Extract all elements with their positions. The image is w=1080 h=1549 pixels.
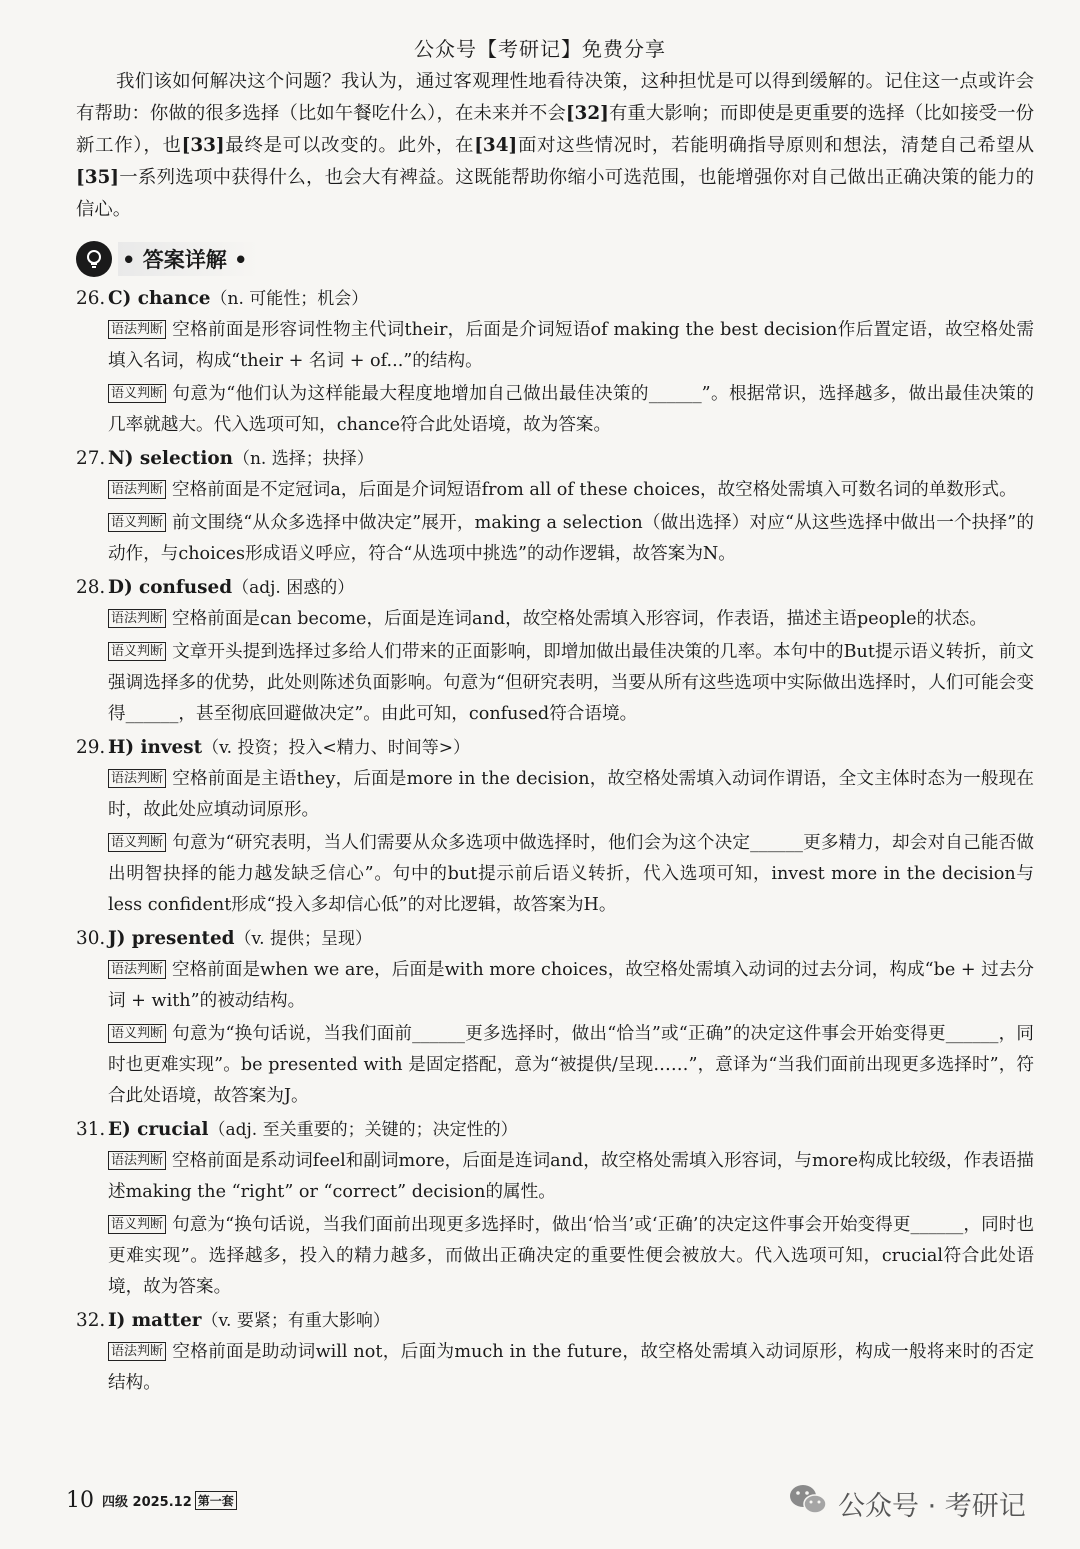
analysis-text: 前文围绕“从众多选择中做决定”展开，making a selection（做出选择）对应“从这些选择中做出一个抉择”的动作，与choices形成语义呼应，符合“从选项中挑选”的动作逻辑，故答案为N。: [108, 513, 1034, 564]
grammar-tag: 语法判断: [108, 960, 166, 979]
blank-33: [33]: [181, 135, 225, 156]
exam-set: 第一套: [195, 1491, 237, 1510]
answer-gloss: （v. 投资；投入<精力、时间等>）: [202, 738, 470, 758]
page-number: 10: [66, 1488, 94, 1513]
answer-number: 26.: [76, 288, 106, 309]
analysis-text: 空格前面是不定冠词a，后面是介词短语from all of these choices，故空格处需填入可数名词的单数形式。: [172, 480, 1017, 500]
grammar-analysis: [108, 315, 1034, 377]
meaning-analysis: [108, 637, 1034, 730]
answer-heading: [76, 443, 1034, 475]
meaning-tag: 语义判断: [108, 833, 166, 852]
intro-text: 最终是可以改变的。此外，在: [224, 135, 475, 156]
section-header: [76, 240, 259, 278]
answer-number: 29.: [76, 737, 106, 758]
blank-34: [34]: [474, 135, 518, 156]
answer-item-29: [76, 732, 1034, 921]
meaning-tag: 语义判断: [108, 1215, 166, 1234]
meaning-analysis: [108, 1210, 1034, 1303]
answer-word: H) invest: [108, 737, 203, 758]
answer-word: C) chance: [108, 288, 211, 309]
answer-word: E) crucial: [108, 1119, 209, 1140]
meaning-analysis: [108, 379, 1034, 441]
analysis-text: 空格前面是系动词feel和副词more，后面是连词and，故空格处需填入形容词，与more构成比较级，作表语描述making the “right” or “correct” decision的属性。: [108, 1151, 1035, 1202]
analysis-text: 空格前面是形容词性物主代词their，后面是介词短语of making the best decision作后置定语，故空格处需填入名词，构成“their + 名词 + of...”的结构。: [108, 320, 1034, 371]
answer-heading: [76, 1114, 1034, 1146]
meaning-tag: 语义判断: [108, 513, 166, 532]
grammar-tag: 语法判断: [108, 1151, 166, 1170]
grammar-analysis: [108, 1146, 1034, 1208]
answer-number: 28.: [76, 577, 106, 598]
grammar-tag: 语法判断: [108, 1342, 166, 1361]
blank-35: [35]: [76, 167, 119, 188]
page-header: 公众号【考研记】免费分享: [414, 37, 666, 61]
wechat-icon: [788, 1483, 828, 1524]
watermark: [788, 1483, 1026, 1524]
intro-paragraph: [76, 66, 1034, 226]
page-footer: [66, 1488, 237, 1513]
meaning-analysis: [108, 1019, 1034, 1112]
answer-list: [76, 283, 1034, 1401]
answer-heading: [76, 923, 1034, 955]
grammar-analysis: [108, 1337, 1034, 1399]
grammar-analysis: [108, 955, 1034, 1017]
meaning-tag: 语义判断: [108, 642, 166, 661]
section-title: • 答案详解 •: [118, 242, 259, 276]
exam-edition: 四级 2025.12: [102, 1495, 192, 1510]
watermark-text: 公众号 · 考研记: [838, 1491, 1026, 1522]
analysis-text: 句意为“他们认为这样能最大程度地增加自己做出最佳决策的______”。根据常识，选择越多，做出最佳决策的几率就越大。代入选项可知，chance符合此处语境，故为答案。: [108, 384, 1034, 435]
answer-gloss: （v. 提供；呈现）: [234, 929, 372, 949]
analysis-text: 文章开头提到选择过多给人们带来的正面影响，即增加做出最佳决策的几率。本句中的But提示语义转折，前文强调选择多的优势，此处则陈述负面影响。句意为“但研究表明，当要从所有这些选项中实际做出选择时，人们可能会变得______，甚至彻底回避做决定”。由此可知，confused符合语境。: [108, 642, 1035, 724]
answer-word: I) matter: [108, 1310, 202, 1331]
answer-number: 31.: [76, 1119, 106, 1140]
answer-item-30: [76, 923, 1034, 1112]
intro-text: 有重大影响；而即使是更重要的选择（比如接受一份新工作），也: [76, 103, 1034, 156]
answer-item-26: [76, 283, 1034, 441]
answer-item-27: [76, 443, 1034, 570]
analysis-text: 空格前面是主语they，后面是more in the decision，故空格处需填入动词作谓语，全文主体时态为一般现在时，故此处应填动词原形。: [108, 769, 1034, 820]
grammar-analysis: [108, 764, 1034, 826]
answer-gloss: （v. 要紧；有重大影响）: [201, 1311, 390, 1331]
answer-number: 27.: [76, 448, 106, 469]
answer-item-28: [76, 572, 1034, 730]
meaning-analysis: [108, 508, 1034, 570]
analysis-text: 空格前面是when we are，后面是with more choices，故空格处需填入动词的过去分词，构成“be + 过去分词 + with”的被动结构。: [108, 960, 1034, 1011]
grammar-tag: 语法判断: [108, 609, 166, 628]
answer-gloss: （adj. 困惑的）: [232, 578, 355, 598]
grammar-tag: 语法判断: [108, 769, 166, 788]
analysis-text: 句意为“换句话说，当我们面前出现更多选择时，做出‘恰当’或‘正确’的决定这件事会开始变得更______，同时也更难实现”。选择越多，投入的精力越多，而做出正确决定的重要性便会被放大。代入选项可知，crucial符合此处语境，故为答案。: [108, 1215, 1034, 1297]
answer-word: D) confused: [108, 577, 233, 598]
answer-heading: [76, 1305, 1034, 1337]
answer-item-32: [76, 1305, 1034, 1399]
analysis-text: 空格前面是助动词will not，后面为much in the future，故空格处需填入动词原形，构成一般将来时的否定结构。: [108, 1342, 1034, 1393]
answer-gloss: （n. 可能性；机会）: [210, 289, 369, 309]
intro-text: 我们该如何解决这个问题？我认为，通过客观理性地看待决策，这种担忧是可以得到缓解的。记住这一点或许会有帮助：你做的很多选择（比如午餐吃什么），在未来并不会: [76, 71, 1034, 124]
grammar-analysis: [108, 604, 1034, 635]
grammar-analysis: [108, 475, 1034, 506]
answer-heading: [76, 283, 1034, 315]
analysis-text: 句意为“换句话说，当我们面前______更多选择时，做出“恰当”或“正确”的决定这件事会开始变得更______，同时也更难实现”。be presented with 是固定搭配，意为“被提供/呈现……”，意译为“当我们面前出现更多选择时”，符合此处语境，故答案为J。: [108, 1024, 1034, 1106]
answer-word: N) selection: [108, 448, 233, 469]
grammar-tag: 语法判断: [108, 320, 166, 339]
intro-text: 面对这些情况时，若能明确指导原则和想法，清楚自己希望从: [517, 135, 1034, 156]
answer-gloss: （n. 选择；抉择）: [232, 449, 374, 469]
answer-word: J) presented: [108, 928, 235, 949]
analysis-text: 句意为“研究表明，当人们需要从众多选项中做选择时，他们会为这个决定______更多精力，却会对自己能否做出明智抉择的能力越发缺乏信心”。句中的but提示前后语义转折，代入选项可知，invest more in the decision与less confident形成“投入多却信心低”的对比逻辑，故答案为H。: [108, 833, 1034, 915]
answer-gloss: （adj. 至关重要的；关键的；决定性的）: [208, 1120, 518, 1140]
answer-item-31: [76, 1114, 1034, 1303]
meaning-tag: 语义判断: [108, 384, 166, 403]
answer-number: 32.: [76, 1310, 106, 1331]
intro-text: 一系列选项中获得什么，也会大有裨益。这既能帮助你缩小可选范围，也能增强你对自己做出正确决策的能力的信心。: [76, 167, 1034, 220]
lightbulb-icon: [76, 241, 112, 277]
analysis-text: 空格前面是can become，后面是连词and，故空格处需填入形容词，作表语，描述主语people的状态。: [172, 609, 987, 629]
meaning-tag: 语义判断: [108, 1024, 166, 1043]
answer-number: 30.: [76, 928, 106, 949]
blank-32: [32]: [565, 103, 609, 124]
meaning-analysis: [108, 828, 1034, 921]
answer-heading: [76, 732, 1034, 764]
answer-heading: [76, 572, 1034, 604]
grammar-tag: 语法判断: [108, 480, 166, 499]
